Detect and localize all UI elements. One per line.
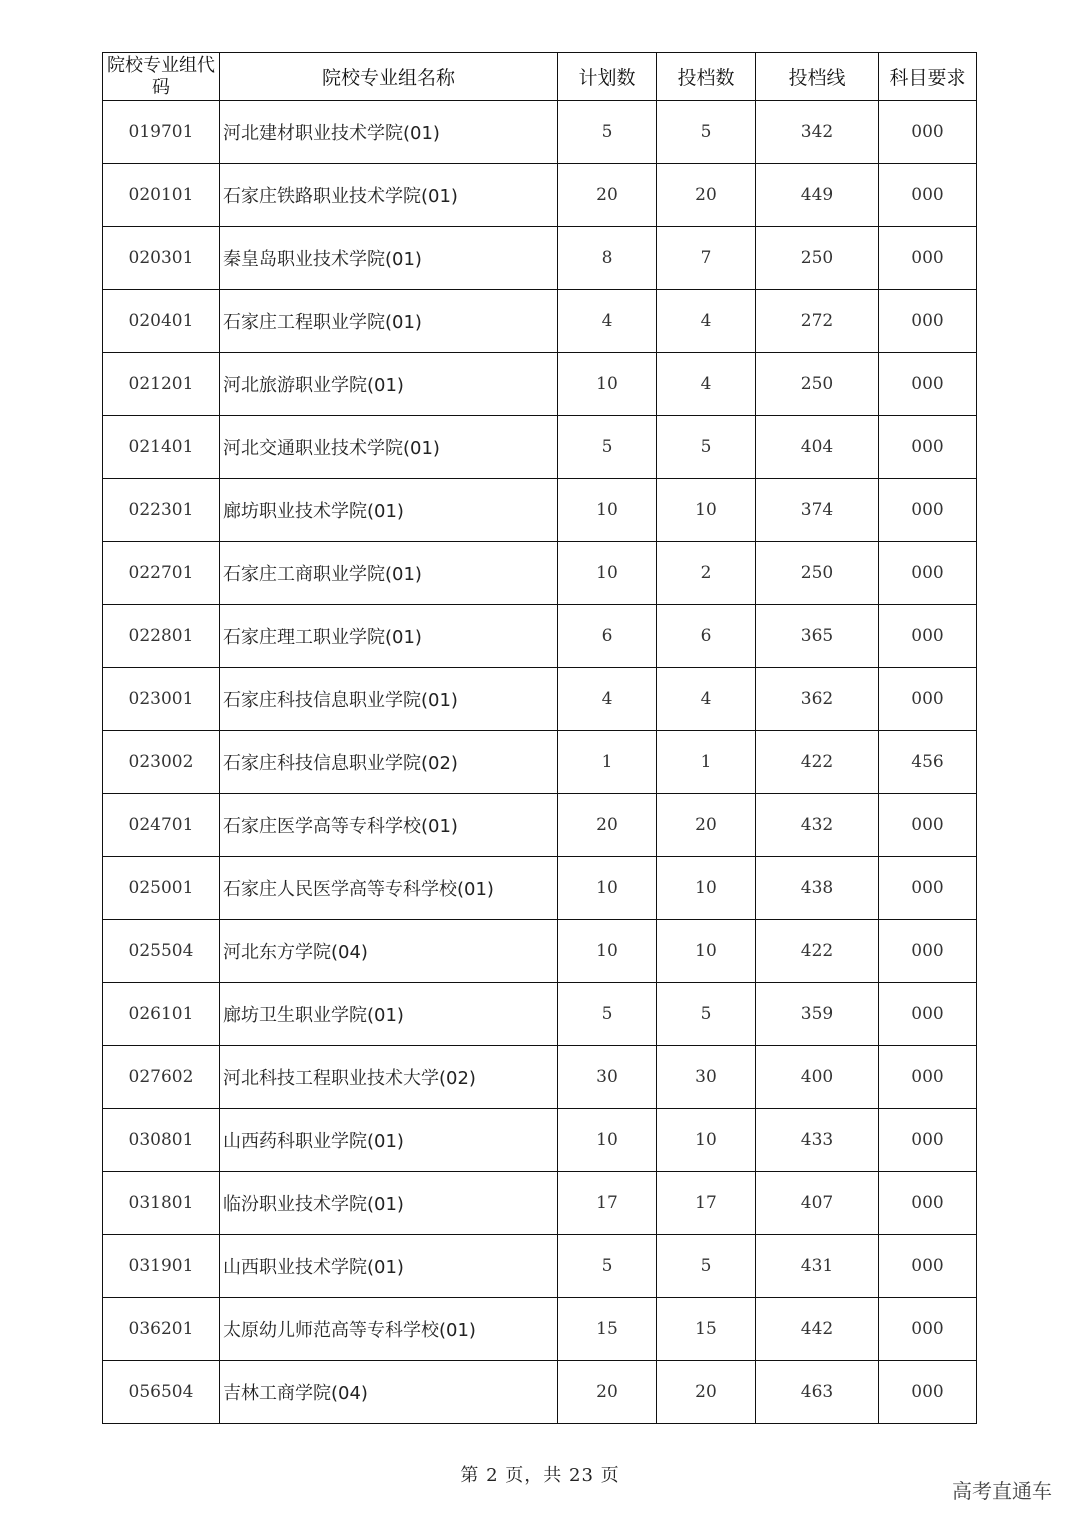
cell-plan: 20 [558, 794, 657, 857]
cell-line: 449 [756, 164, 879, 227]
cell-subject: 000 [879, 794, 977, 857]
cell-subject: 456 [879, 731, 977, 794]
cell-code: 025001 [103, 857, 220, 920]
cell-code: 025504 [103, 920, 220, 983]
cell-subject: 000 [879, 1361, 977, 1424]
cell-plan: 5 [558, 1235, 657, 1298]
cell-plan: 6 [558, 605, 657, 668]
cell-name: 河北建材职业技术学院(01) [220, 101, 558, 164]
cell-code: 021201 [103, 353, 220, 416]
cell-filed: 4 [657, 290, 756, 353]
cell-line: 431 [756, 1235, 879, 1298]
cell-filed: 30 [657, 1046, 756, 1109]
cell-name: 廊坊卫生职业学院(01) [220, 983, 558, 1046]
cell-code: 021401 [103, 416, 220, 479]
watermark: 高考直通车 [952, 1479, 1052, 1503]
cell-filed: 2 [657, 542, 756, 605]
cell-name: 石家庄科技信息职业学院(02) [220, 731, 558, 794]
admission-table [102, 52, 977, 1424]
cell-code: 036201 [103, 1298, 220, 1361]
cell-name: 河北交通职业技术学院(01) [220, 416, 558, 479]
header-plan: 计划数 [558, 53, 657, 101]
cell-line: 374 [756, 479, 879, 542]
cell-name: 临汾职业技术学院(01) [220, 1172, 558, 1235]
cell-filed: 15 [657, 1298, 756, 1361]
cell-filed: 20 [657, 1361, 756, 1424]
cell-line: 442 [756, 1298, 879, 1361]
cell-line: 400 [756, 1046, 879, 1109]
cell-code: 056504 [103, 1361, 220, 1424]
table-row [103, 164, 977, 227]
cell-code: 022701 [103, 542, 220, 605]
cell-subject: 000 [879, 857, 977, 920]
cell-code: 024701 [103, 794, 220, 857]
cell-plan: 20 [558, 1361, 657, 1424]
cell-name: 吉林工商学院(04) [220, 1361, 558, 1424]
cell-plan: 5 [558, 416, 657, 479]
cell-subject: 000 [879, 1172, 977, 1235]
cell-subject: 000 [879, 1046, 977, 1109]
table-row [103, 920, 977, 983]
page-number: 第 2 页，共 23 页 [460, 1465, 620, 1486]
cell-code: 019701 [103, 101, 220, 164]
cell-name: 石家庄科技信息职业学院(01) [220, 668, 558, 731]
cell-filed: 10 [657, 479, 756, 542]
table-row [103, 1109, 977, 1172]
cell-line: 342 [756, 101, 879, 164]
cell-filed: 1 [657, 731, 756, 794]
cell-name: 石家庄医学高等专科学校(01) [220, 794, 558, 857]
header-subject: 科目要求 [879, 53, 977, 101]
header-row [103, 53, 977, 101]
cell-name: 石家庄理工职业学院(01) [220, 605, 558, 668]
cell-filed: 10 [657, 857, 756, 920]
cell-name: 河北科技工程职业技术大学(02) [220, 1046, 558, 1109]
cell-subject: 000 [879, 1235, 977, 1298]
table-row [103, 1298, 977, 1361]
cell-subject: 000 [879, 983, 977, 1046]
cell-filed: 10 [657, 920, 756, 983]
cell-filed: 17 [657, 1172, 756, 1235]
table-body [103, 101, 977, 1424]
table-row [103, 416, 977, 479]
cell-name: 石家庄铁路职业技术学院(01) [220, 164, 558, 227]
cell-filed: 4 [657, 668, 756, 731]
cell-plan: 5 [558, 983, 657, 1046]
cell-name: 石家庄工程职业学院(01) [220, 290, 558, 353]
cell-plan: 10 [558, 542, 657, 605]
cell-subject: 000 [879, 101, 977, 164]
cell-plan: 20 [558, 164, 657, 227]
table-row [103, 542, 977, 605]
cell-filed: 7 [657, 227, 756, 290]
cell-subject: 000 [879, 227, 977, 290]
cell-subject: 000 [879, 416, 977, 479]
cell-name: 山西职业技术学院(01) [220, 1235, 558, 1298]
header-filed: 投档数 [657, 53, 756, 101]
cell-line: 250 [756, 353, 879, 416]
cell-code: 020401 [103, 290, 220, 353]
cell-name: 廊坊职业技术学院(01) [220, 479, 558, 542]
header-name: 院校专业组名称 [220, 53, 558, 101]
table-row [103, 227, 977, 290]
header-line: 投档线 [756, 53, 879, 101]
cell-filed: 10 [657, 1109, 756, 1172]
cell-subject: 000 [879, 353, 977, 416]
cell-code: 027602 [103, 1046, 220, 1109]
table-row [103, 983, 977, 1046]
cell-line: 404 [756, 416, 879, 479]
cell-line: 359 [756, 983, 879, 1046]
cell-filed: 5 [657, 416, 756, 479]
cell-subject: 000 [879, 668, 977, 731]
table-header [103, 53, 977, 101]
cell-plan: 10 [558, 353, 657, 416]
cell-filed: 6 [657, 605, 756, 668]
table-row [103, 101, 977, 164]
table-row [103, 794, 977, 857]
cell-code: 023002 [103, 731, 220, 794]
cell-plan: 10 [558, 1109, 657, 1172]
cell-filed: 5 [657, 1235, 756, 1298]
cell-subject: 000 [879, 290, 977, 353]
cell-code: 022301 [103, 479, 220, 542]
cell-line: 463 [756, 1361, 879, 1424]
cell-code: 020101 [103, 164, 220, 227]
cell-filed: 5 [657, 101, 756, 164]
cell-plan: 17 [558, 1172, 657, 1235]
cell-line: 365 [756, 605, 879, 668]
cell-name: 石家庄人民医学高等专科学校(01) [220, 857, 558, 920]
cell-line: 432 [756, 794, 879, 857]
cell-code: 020301 [103, 227, 220, 290]
cell-code: 031901 [103, 1235, 220, 1298]
cell-code: 022801 [103, 605, 220, 668]
cell-code: 023001 [103, 668, 220, 731]
table-row [103, 857, 977, 920]
cell-line: 422 [756, 731, 879, 794]
cell-subject: 000 [879, 542, 977, 605]
cell-line: 250 [756, 227, 879, 290]
table-row [103, 731, 977, 794]
cell-name: 河北旅游职业学院(01) [220, 353, 558, 416]
cell-filed: 4 [657, 353, 756, 416]
cell-plan: 10 [558, 920, 657, 983]
table-row [103, 479, 977, 542]
cell-plan: 15 [558, 1298, 657, 1361]
cell-line: 362 [756, 668, 879, 731]
cell-plan: 8 [558, 227, 657, 290]
table-row [103, 605, 977, 668]
cell-name: 石家庄工商职业学院(01) [220, 542, 558, 605]
cell-subject: 000 [879, 920, 977, 983]
cell-line: 272 [756, 290, 879, 353]
cell-subject: 000 [879, 1109, 977, 1172]
cell-subject: 000 [879, 164, 977, 227]
cell-line: 407 [756, 1172, 879, 1235]
cell-subject: 000 [879, 1298, 977, 1361]
cell-subject: 000 [879, 479, 977, 542]
cell-plan: 5 [558, 101, 657, 164]
cell-line: 250 [756, 542, 879, 605]
cell-subject: 000 [879, 605, 977, 668]
cell-code: 026101 [103, 983, 220, 1046]
cell-name: 河北东方学院(04) [220, 920, 558, 983]
table-row [103, 290, 977, 353]
table-row [103, 1235, 977, 1298]
cell-code: 030801 [103, 1109, 220, 1172]
cell-filed: 5 [657, 983, 756, 1046]
cell-filed: 20 [657, 164, 756, 227]
cell-line: 433 [756, 1109, 879, 1172]
cell-line: 438 [756, 857, 879, 920]
cell-plan: 10 [558, 857, 657, 920]
header-code: 院校专业组代码 [103, 53, 220, 101]
table-row [103, 1046, 977, 1109]
table-row [103, 353, 977, 416]
cell-filed: 20 [657, 794, 756, 857]
cell-plan: 30 [558, 1046, 657, 1109]
table-row [103, 1172, 977, 1235]
cell-name: 太原幼儿师范高等专科学校(01) [220, 1298, 558, 1361]
cell-code: 031801 [103, 1172, 220, 1235]
cell-plan: 10 [558, 479, 657, 542]
cell-name: 山西药科职业学院(01) [220, 1109, 558, 1172]
cell-plan: 1 [558, 731, 657, 794]
cell-name: 秦皇岛职业技术学院(01) [220, 227, 558, 290]
cell-line: 422 [756, 920, 879, 983]
table-row [103, 668, 977, 731]
cell-plan: 4 [558, 668, 657, 731]
table-row [103, 1361, 977, 1424]
cell-plan: 4 [558, 290, 657, 353]
